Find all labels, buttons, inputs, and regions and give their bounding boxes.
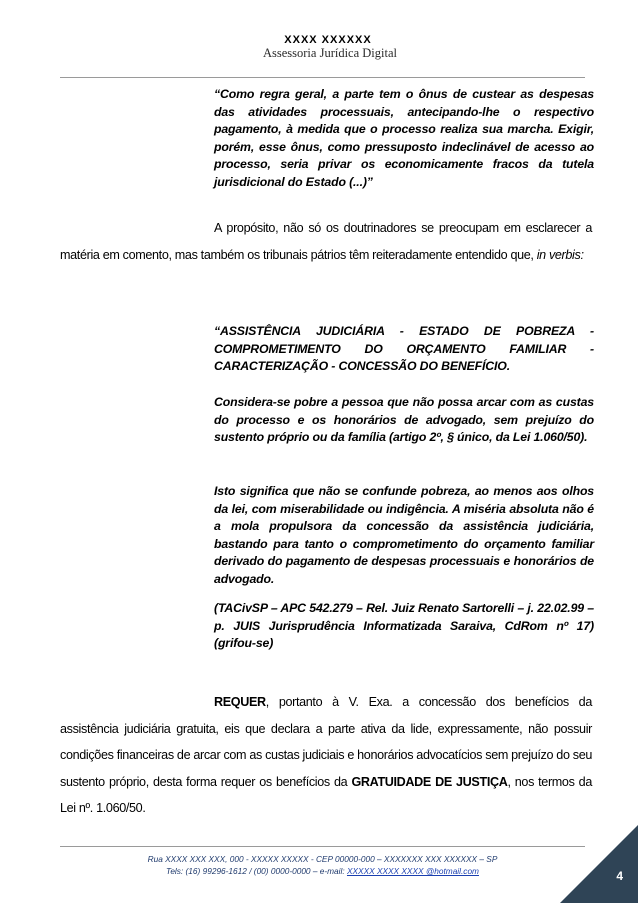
request-text-1: , portanto à V. Exa. a concessão dos benefícios da assistência judiciária gratuita, eis que declara a parte ativa da lide, expressamente, não possuir condições financeiras de arcar com as custas judiciais e honorários advocatícios sem prejuízo do seu sustento próprio, desta forma requer os benefícios da — [60, 695, 593, 789]
page-header — [0, 34, 638, 60]
jurisprudence-p2: Isto significa que não se confunde pobreza, ao menos aos olhos da lei, com miserabilidade ou indigência. A miséria absoluta não é a mola propulsora da concessão da assistência judiciária, bastando para tanto o comprometimento do orçamento familiar derivado do pagamento de despesas processuais e honorários de advogado. — [214, 484, 594, 586]
paragraph-intro-text: A propósito, não só os doutrinadores se preocupam em esclarecer a matéria em comento, mas também os tribunais pátrios têm reiteradamente entendido que, — [60, 221, 592, 262]
brand-subtitle: Assessoria Jurídica Digital — [262, 46, 397, 60]
footer-phones: Tels: (16) 99296-1612 / (00) 0000-0000 – e-mail: — [166, 866, 347, 876]
request-gratuity: GRATUIDADE DE JUSTIÇA — [351, 774, 508, 789]
paragraph-request — [60, 689, 592, 822]
jurisprudence-p1: Considera-se pobre a pessoa que não possa arcar com as custas do processo e os honorários de advogado, sem prejuízo do sustento próprio ou da família (artigo 2º, § único, da Lei 1.060/50). — [214, 395, 594, 444]
footer-divider — [60, 846, 585, 847]
jurisprudence-citation: (TACivSP – APC 542.279 – Rel. Juiz Renato Sartorelli – j. 22.02.99 – p. JUIS Jurisprudência Informatizada Saraiva, CdRom nº 17) (grifou-se) — [214, 601, 594, 650]
header-divider — [60, 77, 585, 78]
paragraph-intro — [60, 215, 592, 268]
footer-email-link[interactable]: XXXXX XXXX XXXX @hotmail.com — [346, 866, 479, 876]
brand-name: XXXX XXXXXX — [284, 34, 372, 46]
page-corner-decoration — [560, 825, 638, 903]
jurisprudence-heading: “ASSISTÊNCIA JUDICIÁRIA - ESTADO DE POBREZA - COMPROMETIMENTO DO ORÇAMENTO FAMILIAR - CARACTERIZAÇÃO - CONCESSÃO DO BENEFÍCIO. — [214, 324, 594, 373]
request-keyword: REQUER — [214, 695, 266, 709]
footer-contacts — [60, 866, 585, 877]
paragraph-intro-italic: in verbis: — [536, 247, 584, 262]
page-number: 4 — [616, 869, 623, 883]
doctrine-quote: “Como regra geral, a parte tem o ônus de custear as despesas das atividades processuais, antecipando-lhe o respectivo pagamento, à medida que o processo realiza sua marcha. Exigir, porém, esse ônus, como pressuposto indeclinável de acesso ao processo, seria privar os economicamente fracos da tutela jurisdicional do Estado (...)” — [214, 87, 594, 189]
request-text-2: , nos termos da Lei nº. 1.060/50. — [60, 774, 592, 815]
footer-address: Rua XXXX XXX XXX, 000 - XXXXX XXXXX - CEP 00000-000 – XXXXXXX XXX XXXXXX – SP — [147, 854, 498, 864]
